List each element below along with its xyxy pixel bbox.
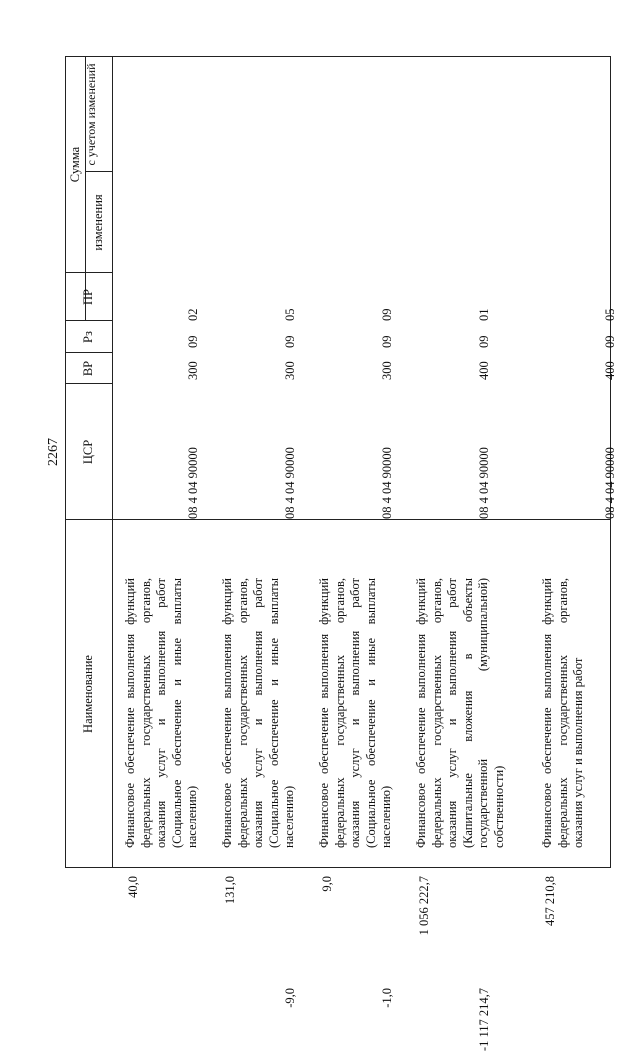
- header-rz: Рз: [81, 331, 95, 343]
- row-rz: 09: [380, 335, 394, 348]
- row-name-line: федеральных государственных органов,: [429, 578, 444, 848]
- row-with-changes: 1 056 222,7: [417, 876, 431, 936]
- header-change: изменения: [91, 194, 105, 251]
- row-pr: 02: [186, 308, 200, 321]
- header-sum: Сумма: [68, 146, 82, 183]
- row-with-changes: 9,0: [320, 876, 334, 892]
- table-right-border: [65, 56, 610, 57]
- header-bottom-border: [112, 56, 113, 868]
- header-vr: ВР: [81, 360, 95, 377]
- row-name-line: населению): [185, 785, 199, 848]
- row-name-line: оказания услуг и выполнения работ: [154, 578, 168, 848]
- row-pr: 05: [283, 308, 297, 321]
- row-name-line: федеральных государственных органов,: [235, 578, 250, 848]
- row-name-line: Финансовое обеспечение выполнения функций: [317, 578, 331, 848]
- header-with-changes: с учетом изменений: [84, 63, 98, 166]
- row-vr: 400: [603, 361, 617, 380]
- row-pr: 09: [380, 308, 394, 321]
- table-left-border: [65, 867, 610, 868]
- row-csr: 08 4 04 90000: [477, 447, 491, 519]
- row-name-line: федеральных государственных органов,: [138, 578, 153, 848]
- row-change: -1 117 214,7: [477, 988, 491, 1051]
- row-name: [414, 578, 507, 848]
- row-name-line: федеральных государственных органов,: [555, 578, 570, 848]
- row-vr: 300: [186, 361, 200, 380]
- row-change: -1,0: [380, 988, 394, 1008]
- row-rz: 09: [186, 335, 200, 348]
- row-vr: 300: [380, 361, 394, 380]
- row-vr: 300: [283, 361, 297, 380]
- row-name-line: (Социальное обеспечение и иные выплаты: [363, 578, 378, 848]
- row-name-line: собственности): [491, 765, 506, 848]
- row-name-line: (Социальное обеспечение и иные выплаты: [266, 578, 281, 848]
- row-csr: 08 4 04 90000: [380, 447, 394, 519]
- row-name: [220, 578, 298, 848]
- row-rz: 09: [603, 335, 617, 348]
- row-name: [317, 578, 395, 848]
- row-name-line: Финансовое обеспечение выполнения функций: [414, 578, 428, 848]
- row-name-line: (Социальное обеспечение и иные выплаты: [169, 578, 184, 848]
- row-name-line: оказания услуг и выполнения работ: [445, 578, 459, 848]
- row-name: [123, 578, 201, 848]
- row-with-changes: 40,0: [126, 876, 140, 898]
- row-rz: 09: [477, 335, 491, 348]
- row-name: [540, 578, 587, 848]
- row-pr: 01: [477, 308, 491, 321]
- header-pr: ПР: [81, 289, 95, 305]
- row-name-line: государственной (муниципальной): [476, 578, 490, 848]
- row-name-line: Финансовое обеспечение выполнения функций: [123, 578, 137, 848]
- row-name-line: оказания услуг и выполнения работ: [571, 657, 585, 848]
- row-name-line: населению): [282, 785, 296, 848]
- row-name-line: Финансовое обеспечение выполнения функций: [540, 578, 554, 848]
- row-with-changes: 131,0: [223, 876, 237, 905]
- row-name-line: Финансовое обеспечение выполнения функций: [220, 578, 234, 848]
- header-name: Наименование: [81, 655, 95, 733]
- row-vr: 400: [477, 361, 491, 380]
- table-top-border: [65, 56, 66, 868]
- row-name-line: оказания услуг и выполнения работ: [251, 578, 265, 848]
- row-name-line: (Капитальные вложения в объекты: [460, 578, 475, 848]
- row-with-changes: 457 210,8: [543, 876, 557, 926]
- budget-table: [65, 56, 617, 1051]
- row-name-line: федеральных государственных органов,: [332, 578, 347, 848]
- row-name-line: оказания услуг и выполнения работ: [348, 578, 362, 848]
- header-csr: ЦСР: [81, 439, 95, 465]
- row-pr: 05: [603, 308, 617, 321]
- row-csr: 08 4 04 90000: [186, 447, 200, 519]
- row-name-line: населению): [379, 785, 393, 848]
- row-csr: 08 4 04 90000: [603, 447, 617, 519]
- column-divider: [65, 519, 610, 520]
- page-number: 2267: [46, 438, 61, 466]
- row-change: -9,0: [283, 988, 297, 1008]
- row-csr: 08 4 04 90000: [283, 447, 297, 519]
- row-rz: 09: [283, 335, 297, 348]
